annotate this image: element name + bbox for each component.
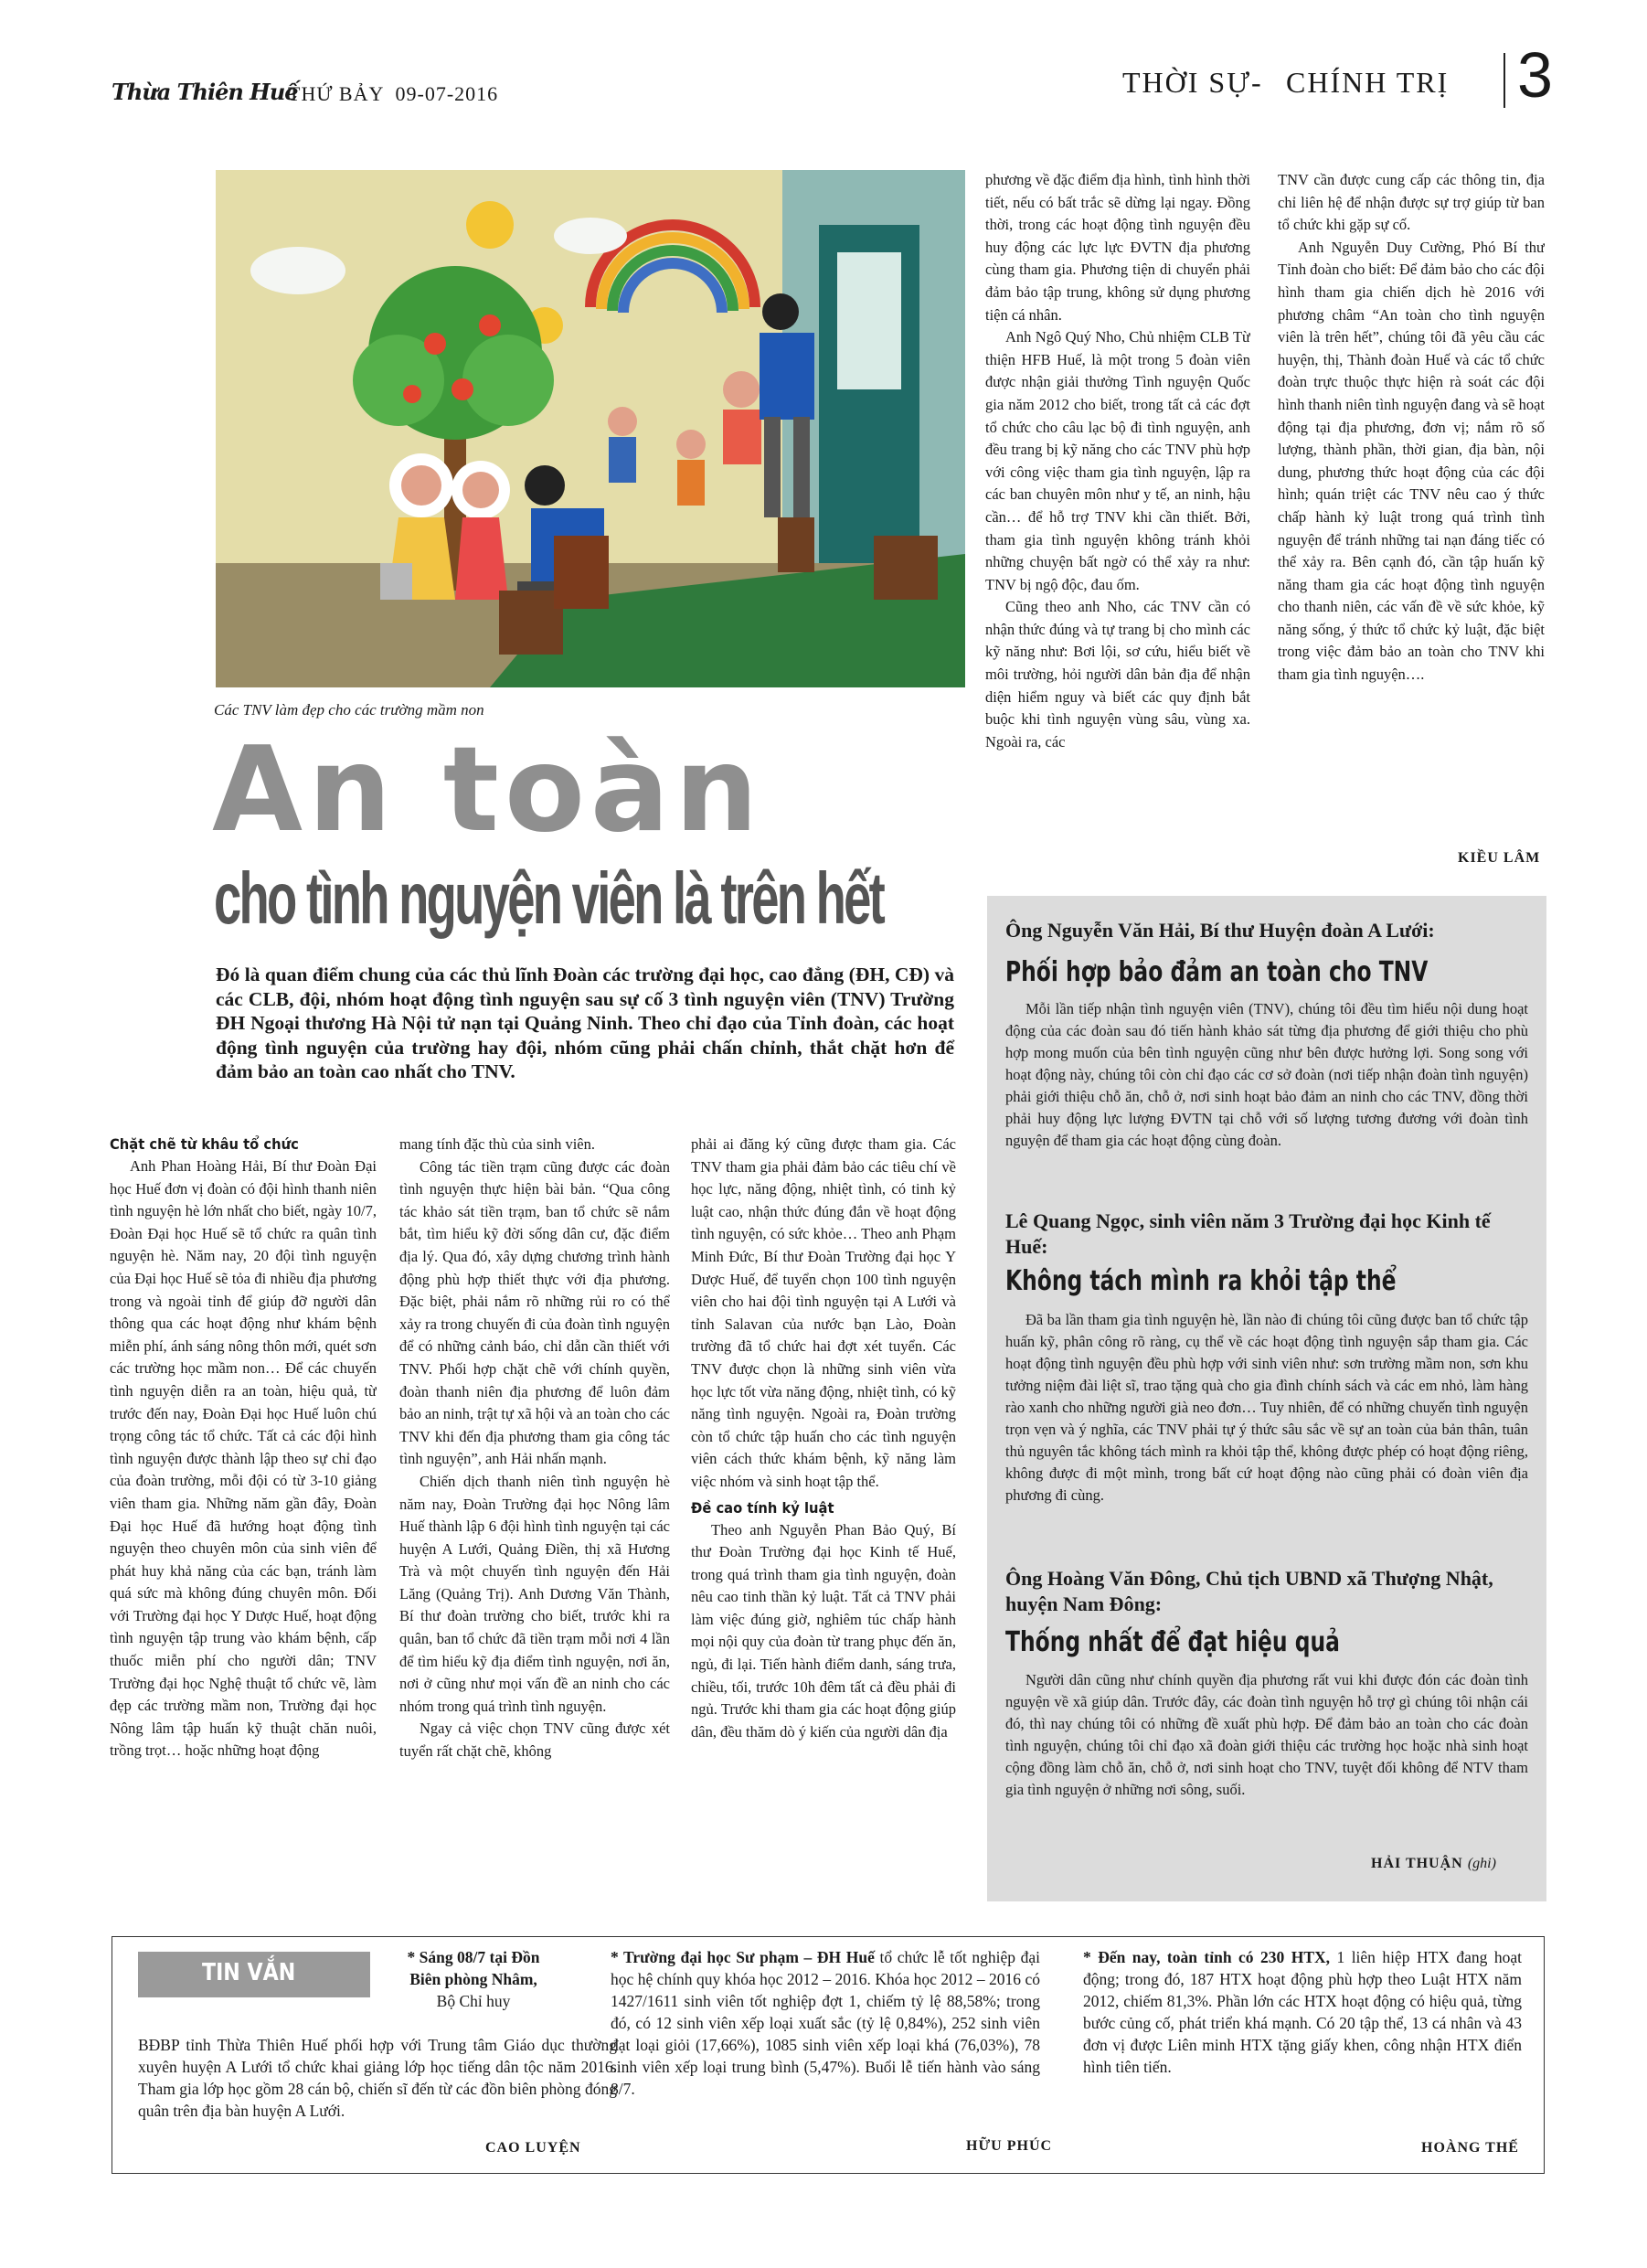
issue-date: THỨ BẢY 09-07-2016 bbox=[288, 82, 499, 105]
brief-2-headline: * Trường đại học Sư phạm – ĐH Huế bbox=[611, 1948, 875, 1966]
headline-sub: cho tình nguyện viên là trên hết bbox=[214, 857, 884, 939]
paragraph: Anh Ngô Quý Nho, Chủ nhiệm CLB Từ thiện HFB Huế, là một trong 5 đoàn viên được nhận giải thưởng Tình nguyện Quốc gia năm 2012 cho biết, trong tất cả các đợt tổ chức cho câu lạc bộ đi tình nguyện, anh đều trang bị kỹ năng cho các TNV phù hợp với công việc tham gia tình nguyện, lập ra các ban chuyên môn như y tế, an ninh, hậu cần… để hỗ trợ TNV khi cần thiết. Bởi, tham gia tình nguyện không tránh khỏi những chuyện bất ngờ có thể xảy ra như: TNV bị ngộ độc, đau ốm. bbox=[985, 328, 1250, 593]
newspaper-name: Thừa Thiên Huế bbox=[112, 79, 298, 105]
quote-3-title: Thống nhất để đạt hiệu quả bbox=[1005, 1626, 1340, 1658]
paragraph: Chiến dịch thanh niên tình nguyện hè năm nay, Đoàn Trường đại học Nông lâm Huế thành lập 6 đội hình tình nguyện tại các huyện A Lưới, Quảng Điền, thị xã Hương Trà và một chuyến tình nguyện đến Hải Lăng (Quảng Trị). Anh Dương Văn Thành, Bí thư đoàn trường cho biết, trước khi ra quân, ban tổ chức đã tiền trạm mỗi nơi 4 lần để tìm hiểu kỹ địa điểm tình nguyện, nơi ăn, nơi ở cũng như mọi vấn đề an ninh cho các nhóm trong quá trình tình nguyện. bbox=[399, 1472, 670, 1715]
briefs-label-text: TIN VẮN bbox=[202, 1959, 296, 1986]
quote-2-text: Đã ba lần tham gia tình nguyện hè, lần nào đi chúng tôi cũng được ban tổ chức tập huấn kỹ, phân công rõ ràng, cụ thể về các hoạt động tình nguyện sắp tham gia. Các hoạt động tình nguyện đều phù hợp với sinh viên như: sơn trường mầm non, sơn khu tưởng niệm đài liệt sĩ, trao tặng quà cho gia đình chính sách và các em nhỏ, làm hàng rào xanh cho những người già neo đơn… Tuy nhiên, để có những chuyến tình nguyện trọn vẹn và ý nghĩa, các TNV phải tự ý thức sâu sắc về sự an toàn của bản thân, tuân thủ nguyên tắc không tách mình ra khỏi tập thể, không được phép có hoạt động riêng, không được đi một mình, trong bất cứ hoạt động nào cũng phải có đoàn viên địa phương đi cùng. bbox=[1005, 1311, 1528, 1504]
article-byline: KIỀU LÂM bbox=[1458, 850, 1541, 866]
quote-1-person: Ông Nguyễn Văn Hải, Bí thư Huyện đoàn A Lưới: bbox=[1005, 919, 1435, 942]
article-column-5 bbox=[1278, 169, 1545, 850]
brief-1-text: BĐBP tỉnh Thừa Thiên Huế phối hợp với Trung tâm Giáo dục thường xuyên huyện A Lưới tổ chức khai giảng lớp học tiếng dân tộc năm 2016. Tham gia lớp học gồm 28 cán bộ, chiến sĩ đến từ các đồn biên phòng đóng quân trên địa bàn huyện A Lưới. bbox=[138, 2036, 617, 2120]
paragraph: Theo anh Nguyễn Phan Bảo Quý, Bí thư Đoàn Trường đại học Kinh tế Huế, trong quá trình tham gia tình nguyện, đoàn nêu cao tinh thần kỷ luật. Tất cả TNV phải làm việc đúng giờ, nghiêm túc chấp hành mọi nội quy của đoàn từ trang phục đến ăn, ngủ, đi lại. Tiến hành điểm danh, sáng trưa, chiều, tối, trước 10h đêm tất cả đều phải đi ngủ. Trước khi tham gia các hoạt động giúp dân, đều thăm dò ý kiến của người dân địa bbox=[691, 1520, 956, 1741]
quote-1-text: Mỗi lần tiếp nhận tình nguyện viên (TNV), chúng tôi đều tìm hiểu nội dung hoạt động của các đoàn sau đó tiến hành khảo sát từng địa phương để giới thiệu cho phù hợp mong muốn của bên tình nguyện cũng như bên được hưởng lợi. Song song với hoạt động này, chúng tôi còn chỉ đạo các cơ sở đoàn (nơi tiếp nhận đoàn tình nguyện) phải giới thiệu chỗ ăn, chỗ ở, nơi sinh hoạt bảo đảm an ninh cho các TNV, đồng thời phải huy động lực lượng ĐVTN tại chỗ với số lượng tương đương với đoàn tình nguyện để tham gia các hoạt động cùng đoàn. bbox=[1005, 1000, 1528, 1149]
sidebar-byline-note: (ghi) bbox=[1467, 1856, 1496, 1871]
brief-2-text bbox=[611, 1946, 1040, 2100]
quote-2-title: Không tách mình ra khỏi tập thể bbox=[1005, 1265, 1397, 1297]
quote-3-person: Ông Hoàng Văn Đông, Chủ tịch UBND xã Thượng Nhật, huyện Nam Đông: bbox=[1005, 1567, 1493, 1615]
section-label-b: CHÍNH TRỊ bbox=[1286, 66, 1450, 99]
header-divider bbox=[1504, 53, 1505, 108]
photo-volunteers-painting bbox=[216, 170, 965, 687]
section-label-a: THỜI SỰ- bbox=[1122, 66, 1263, 99]
paragraph: Công tác tiền trạm cũng được các đoàn tình nguyện thực hiện bài bản. “Qua công tác khảo sát tiền trạm, ban tổ chức sẽ nắm bắt, tìm hiểu kỹ đời sống dân cư, đặc điểm địa lý. Qua đó, xây dựng chương trình hành động phù hợp thiết thực với địa phương. Đặc biệt, phải nắm rõ những rủi ro có thể xảy ra trong chuyến đi của đoàn tình nguyện để có những cảnh báo, chỉ dẫn cần thiết với TNV. Phối hợp chặt chẽ với chính quyền, đoàn thanh niên địa phương để luôn đảm bảo an ninh, trật tự xã hội và an toàn cho các TNV khi đến địa phương tham gia công tác tình nguyện”, anh Hải nhấn mạnh. bbox=[399, 1157, 670, 1468]
subhead-discipline: Đề cao tính kỷ luật bbox=[691, 1498, 834, 1517]
brief-2-byline: HỮU PHÚC bbox=[966, 2138, 1053, 2154]
sidebar-byline-name: HẢI THUẬN bbox=[1371, 1856, 1463, 1871]
brief-3-byline: HOÀNG THẾ bbox=[1421, 2140, 1519, 2156]
subhead-organization: Chặt chẽ từ khâu tổ chức bbox=[110, 1135, 299, 1153]
page-number: 3 bbox=[1517, 39, 1553, 111]
quote-1-title: Phối hợp bảo đảm an toàn cho TNV bbox=[1005, 956, 1429, 988]
paragraph: Ngay cả việc chọn TNV cũng được xét tuyển rất chặt chẽ, không bbox=[399, 1720, 670, 1761]
brief-3-body: 1 liên hiệp HTX đang hoạt động; trong đó, 187 HTX hoạt động phù hợp theo Luật HTX năm 2012, chiếm 81,3%. Phần lớn các HTX hoạt động có hiệu quả, từng bước củng cố, phát triển khá mạnh. Có 20 tập thể, 13 cá nhân và 43 đơn vị được Liên minh HTX tặng giấy khen, công nhận HTX điển hình tiên tiến. bbox=[1083, 1948, 1523, 2076]
quote-2-person: Lê Quang Ngọc, sinh viên năm 3 Trường đại học Kinh tế Huế: bbox=[1005, 1209, 1491, 1258]
paragraph: mang tính đặc thù của sinh viên. bbox=[399, 1135, 595, 1153]
brief-1-head bbox=[405, 1946, 542, 2012]
article-lead: Đó là quan điểm chung của các thủ lĩnh Đoàn các trường đại học, cao đẳng (ĐH, CĐ) và các CLB, đội, nhóm hoạt động tình nguyện sau sự cố 3 tình nguyện viên (TNV) Trường ĐH Ngoại thương Hà Nội tử nạn tại Quảng Ninh. Theo chỉ đạo của Tỉnh đoàn, các hoạt động tình nguyện của trường hay đội, nhóm cũng phải chấn chỉnh, thắt chặt hơn để đảm bảo an toàn cao nhất cho TNV. bbox=[216, 964, 954, 1082]
paragraph: Anh Phan Hoàng Hải, Bí thư Đoàn Đại học Huế đơn vị đoàn có đội hình thanh niên tình nguyện hè lớn nhất cho biết, ngày 10/7, Đoàn Đại học Huế sẽ tổ chức ra quân tình nguyện hè. Năm nay, 20 đội tình nguyện của Đại học Huế sẽ tỏa đi nhiều địa phương trong và ngoài tỉnh để giúp đỡ người dân thông qua các hoạt động như khám bệnh miễn phí, ánh sáng nông thôn mới, quét sơn các trường học mầm non… Để các chuyến tình nguyện diễn ra an toàn, hiệu quả, từ trước đến nay, Đoàn Đại học Huế luôn chú trọng công tác tổ chức. Tất cả các đội hình tình nguyện được thành lập theo sự chỉ đạo của đoàn trường, mỗi đội có từ 3-10 giảng viên tham gia. Những năm gần đây, Đoàn Đại học Huế đã hướng hoạt động tình nguyện theo chuyên môn của sinh viên để phát huy khả năng của các bạn, tránh làm quá sức mà không đúng chuyên môn. Đối với Trường đại học Y Dược Huế, hoạt động tình nguyện tập trung vào khám bệnh, cấp thuốc miễn phí cho người dân; TNV Trường đại học Nghệ thuật tổ chức vẽ, làm đẹp các trường mầm non, Trường đại học Nông lâm tập huấn kỹ thuật chăn nuôi, trồng trọt… hoặc những hoạt động bbox=[110, 1157, 377, 1760]
briefs-label bbox=[138, 1952, 370, 1997]
brief-1-byline: CAO LUYỆN bbox=[485, 2140, 581, 2156]
paragraph: phương về đặc điểm địa hình, tình hình thời tiết, nếu có bất trắc sẽ dừng lại ngay. Đồng thời, trong các hoạt động tình nguyện đều huy động các lực lực ĐVTN địa phương cùng tham gia. Phương tiện di chuyển phải đảm bảo tập trung, không sử dụng phương tiện cá nhân. bbox=[985, 171, 1250, 324]
paragraph: phải ai đăng ký cũng được tham gia. Các TNV tham gia phải đảm bảo các tiêu chí về học lực, năng động, nhiệt tình, có tinh kỷ luật cao, nhận thức đúng đắn về hoạt động tình nguyện, có sức khỏe… Theo anh Phạm Minh Đức, Bí thư Đoàn Trường đại học Y Dược Huế, để tuyển chọn 100 tình nguyện viên cho hai đội tình nguyện tại A Lưới và tỉnh Salavan của nước bạn Lào, Đoàn trường đã tổ chức hai đợt xét tuyển. Các TNV được chọn là những sinh viên vừa học lực tốt vừa năng động, nhiệt tình, có kỹ năng tình nguyện. Ngoài ra, Đoàn trường còn tổ chức tập huấn cho các tình nguyện viên cách thức khám bệnh, kỹ năng làm việc nhóm và sinh hoạt tập thể. bbox=[691, 1135, 956, 1490]
brief-1-headline: * Sáng 08/7 tại Đồn Biên phòng Nhâm, bbox=[407, 1948, 540, 1988]
paragraph: Cũng theo anh Nho, các TNV cần có nhận thức đúng và tự trang bị cho mình các kỹ năng như: Bơi lội, sơ cứu, hiểu biết về môi trường, hỏi người dân bản địa để nhận diện hiểm nguy và biết các quy định bắt buộc khi tình nguyện vùng sâu, vùng xa. Ngoài ra, các bbox=[985, 598, 1250, 751]
paragraph: Anh Nguyễn Duy Cường, Phó Bí thư Tỉnh đoàn cho biết: Để đảm bảo cho các đội hình tham gia chiến dịch hè 2016 với phương châm “An toàn cho tình nguyện viên là trên hết”, chúng tôi đã yêu cầu các huyện, thị, Thành đoàn Huế và các tổ chức đoàn trực thuộc thực hiện rà soát các đội hình thanh niên tình nguyện đang và sẽ hoạt động tại địa phương, đơn vị; nắm rõ số lượng, thành phần, thời gian, địa bàn, nội dung, phương thức hoạt động của các đội hình; quán triệt các TNV nêu cao ý thức chấp hành kỷ luật trong quá trình tình nguyện để tránh những tai nạn đáng tiếc có thể xảy ra. Bên cạnh đó, cần tập huấn kỹ năng tham gia các hoạt động tình nguyện cho thanh niên, các vấn đề về sức khỏe, kỹ năng sống, ý thức tổ chức kỷ luật, đặc biệt trong việc đảm bảo an toàn cho TNV khi tham gia tình nguyện…. bbox=[1278, 238, 1545, 684]
article-column-2 bbox=[399, 1134, 670, 1911]
article-column-3 bbox=[691, 1134, 956, 1911]
sidebar-byline bbox=[1371, 1854, 1496, 1872]
brief-3-text bbox=[1083, 1946, 1522, 2078]
news-briefs-box bbox=[112, 1936, 1545, 2174]
article-column-1 bbox=[110, 1134, 377, 1911]
brief-3-headline: * Đến nay, toàn tỉnh có 230 HTX, bbox=[1083, 1948, 1331, 1966]
page-header bbox=[0, 0, 1647, 119]
paragraph: TNV cần được cung cấp các thông tin, địa chỉ liên hệ để nhận được sự trợ giúp từ ban tổ chức khi gặp sự cố. bbox=[1278, 171, 1545, 234]
brief-2-body: tổ chức lễ tốt nghiệp đại học hệ chính quy khóa học 2012 – 2016. Khóa học 2012 – 2016 có 1427/1611 sinh viên tốt nghiệp đợt 1, chiếm tỷ lệ 88,58%; trong đó, có 12 sinh viên xếp loại xuất sắc (tỷ lệ 0,84%), 252 sinh viên đạt loại giỏi (17,66%), 1085 sinh viên xếp loại khá (76,03%), 78 sinh viên xếp loại trung bình (5,47%). Buổi lễ tiến hành vào sáng 8/7. bbox=[611, 1948, 1041, 2098]
quotes-sidebar bbox=[987, 896, 1546, 1901]
article-column-4 bbox=[985, 169, 1250, 868]
mural-photo-illustration bbox=[216, 170, 965, 687]
quote-3-text: Người dân cũng như chính quyền địa phương rất vui khi được đón các đoàn tình nguyện về xã giúp dân. Trước đây, các đoàn tình nguyện hỗ trợ gì chúng tôi nhận cái đó, thì nay chúng tôi có những đề xuất phù hợp. Để đảm bảo an toàn cho các đoàn tình nguyện, chúng tôi chỉ đạo xã đoàn giới thiệu các trường học hoặc nhà sinh hoạt cộng đồng làm chỗ ăn, chỗ ở, nơi sinh hoạt cho TNV, tuyệt đối không để NTV tham gia tình nguyện ở những nơi sông, suối. bbox=[1005, 1671, 1528, 1798]
headline-main: An toàn bbox=[212, 722, 764, 858]
photo-caption: Các TNV làm đẹp cho các trường mầm non bbox=[214, 701, 484, 719]
brief-1-lead: Bộ Chỉ huy bbox=[436, 1992, 511, 2010]
